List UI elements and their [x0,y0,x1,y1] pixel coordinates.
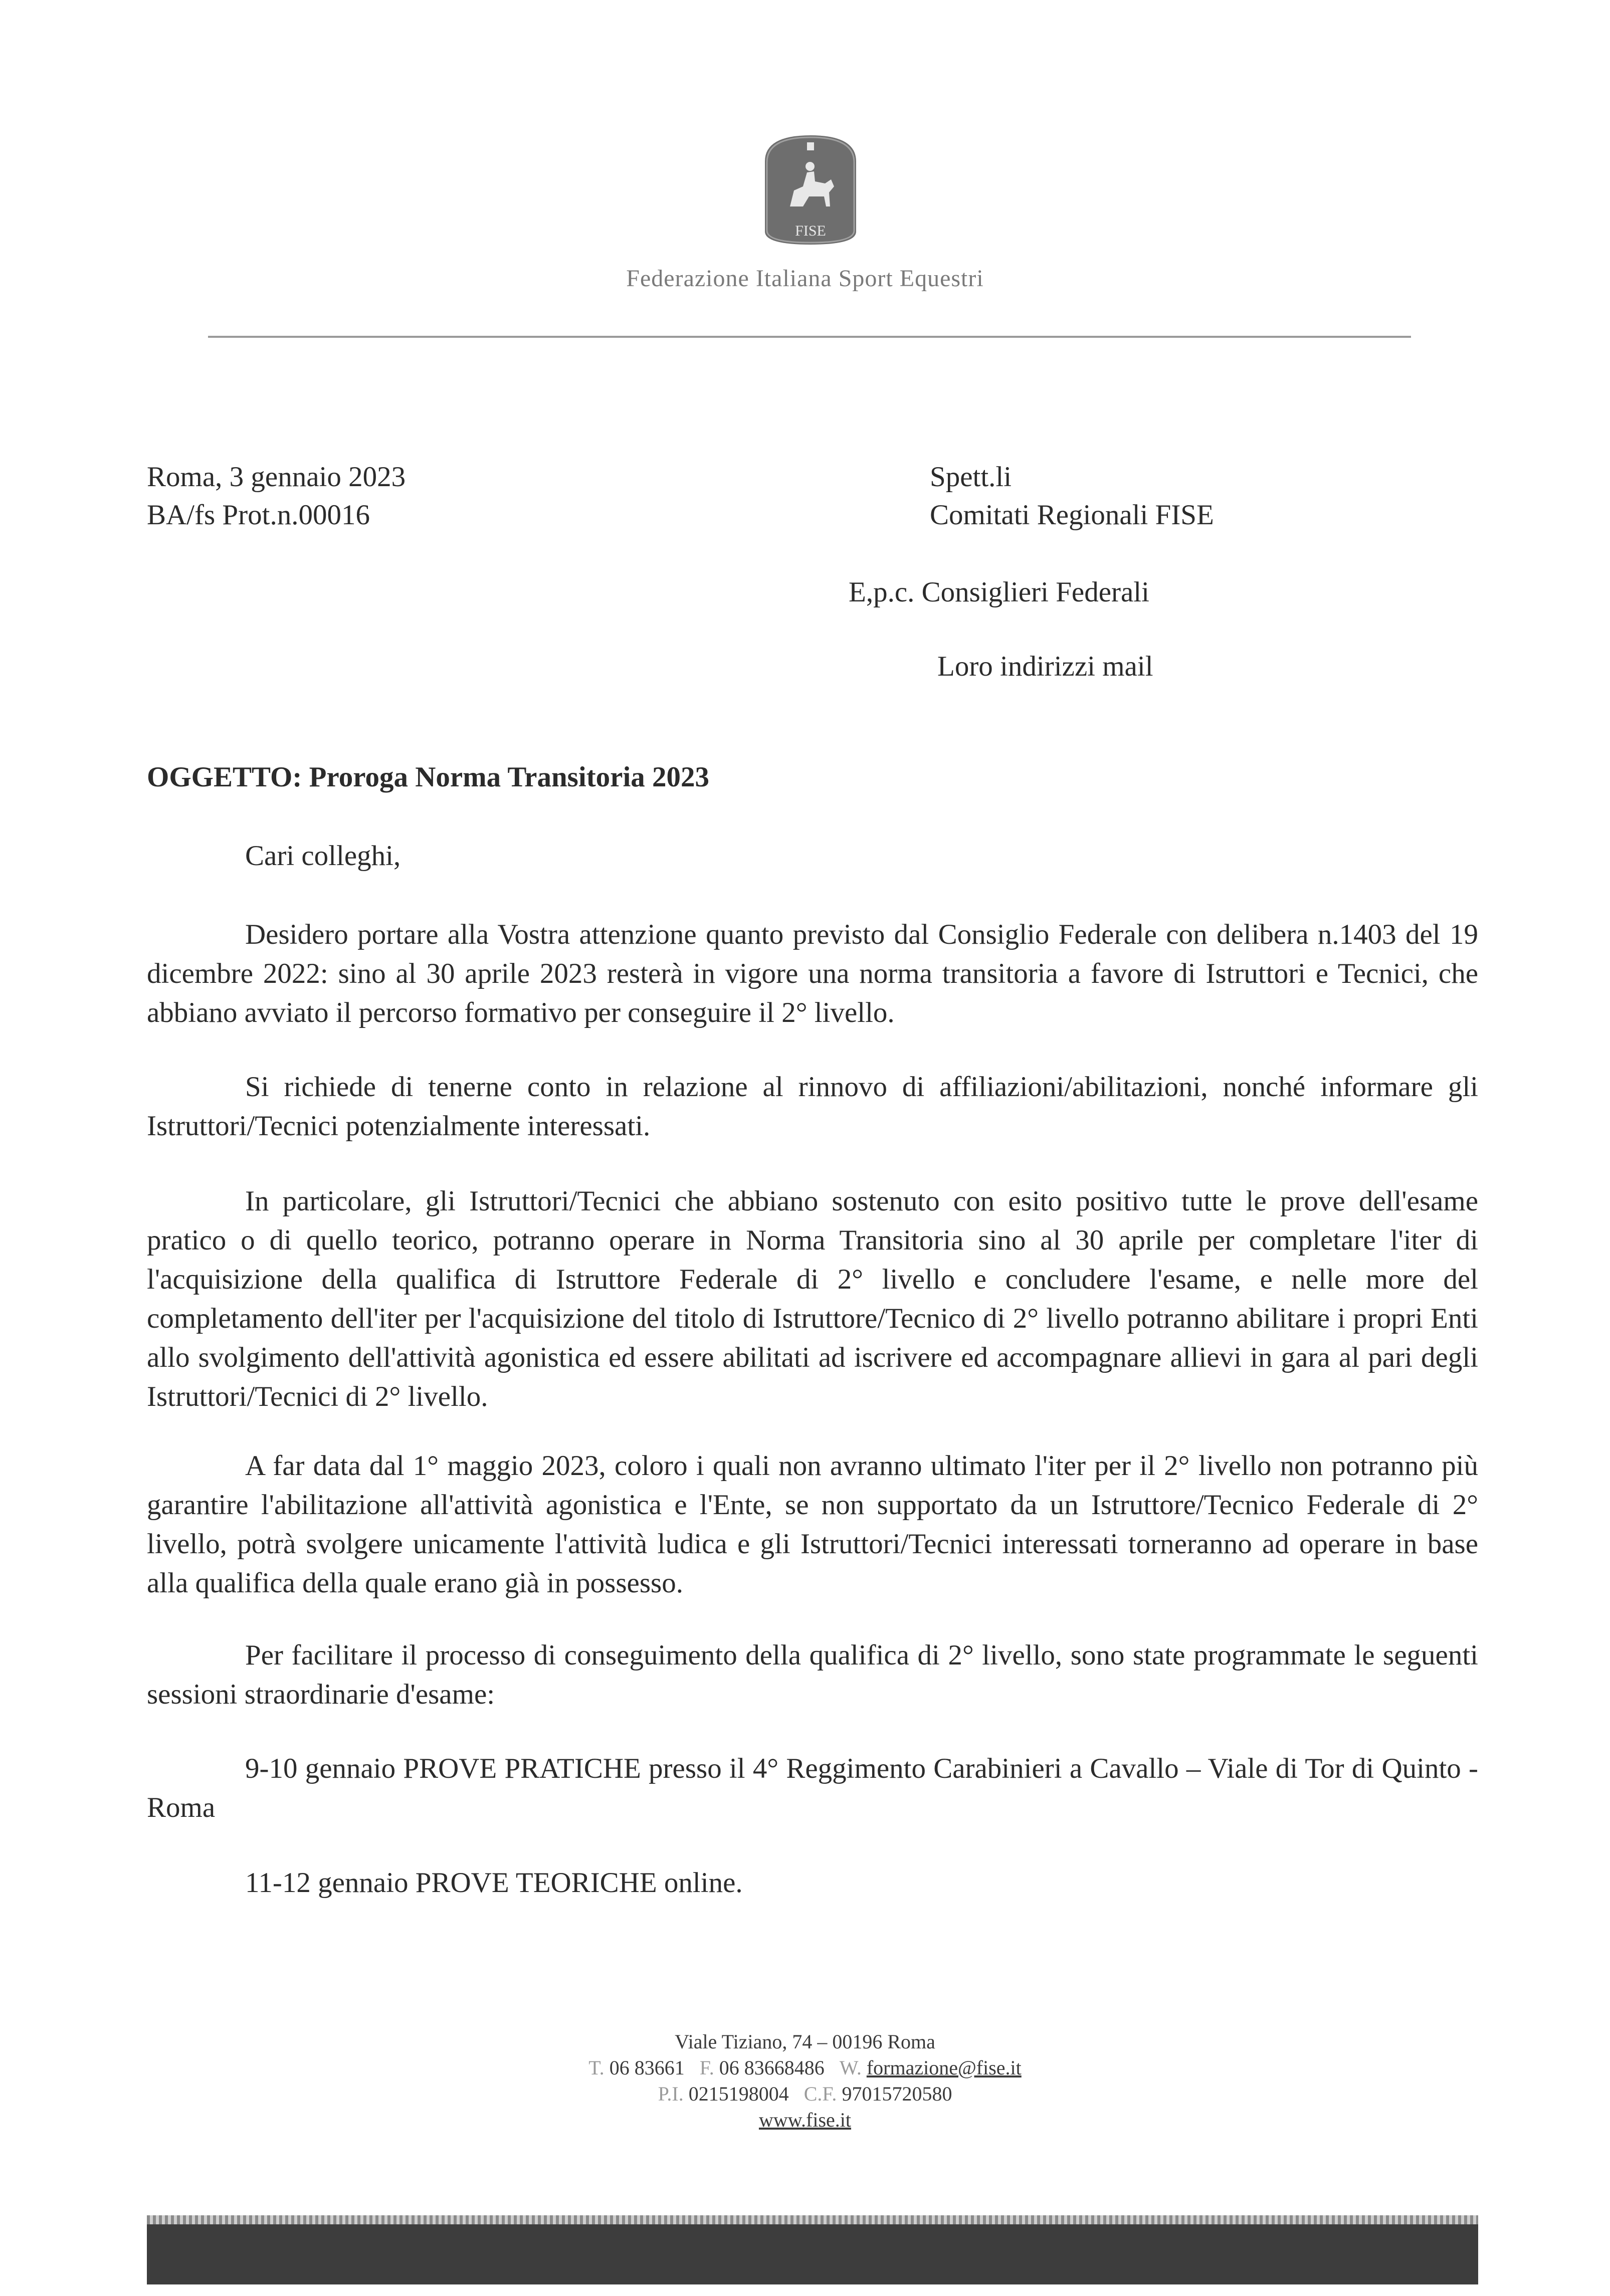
greeting: Cari colleghi, [245,840,401,872]
recipient-address-note: Loro indirizzi mail [937,651,1153,682]
body-paragraph-5: Per facilitare il processo di conseguimento della qualifica di 2° livello, sono state programmate le seguenti sessioni straordinarie d'esame: [147,1639,1478,1710]
phone-label: T. [588,2056,605,2079]
body-paragraph-2: Si richiede di tenerne conto in relazione al rinnovo di affiliazioni/abilitazioni, nonché informare gli Istruttori/Tecnici potenzialmente interessati. [147,1071,1478,1142]
vat-label: P.I. [658,2082,684,2105]
vat-number: 0215198004 [688,2082,789,2105]
recipient-salutation: Spett.li [930,461,1012,493]
body-paragraph-1: Desidero portare alla Vostra attenzione quanto previsto dal Consiglio Federale con delibera n.1403 del 19 dicembre 2022: sino al 30 aprile 2023 resterà in vigore una norma transitoria a favore di Istruttori e Tecnici, che abbiano avviato il percorso formativo per conseguire il 2° livello. [147,919,1478,1028]
header-divider [208,336,1411,338]
body-paragraph-3: In particolare, gli Istruttori/Tecnici che abbiano sostenuto con esito positivo tutte le prove dell'esame pratico o di quello teorico, potranno operare in Norma Transitoria sino al 30 aprile per completare l'iter di l'acquisizione della qualifica di Istruttore Federale di 2° livello e concludere l'esame, e nelle more del completamento dell'iter per l'acquisizione del titolo di Istruttore/Tecnico di 2° livello potranno abilitare i propri Enti allo svolgimento dell'attività agonistica ed essere abilitati ad iscrivere ed accompagnare allievi in gara al pari degli Istruttori/Tecnici di 2° livello. [147,1185,1478,1412]
organization-name: Federazione Italiana Sport Equestri [626,265,984,292]
tax-code: 97015720580 [842,2082,952,2105]
footer-contacts [0,2029,1610,2133]
logo-text: FISE [795,223,826,239]
subject-text: Proroga Norma Transitoria 2023 [309,761,710,793]
subject-label: OGGETTO: [147,761,302,793]
web-label: W. [839,2056,862,2079]
fax-label: F. [699,2056,714,2079]
footer-tax-line [0,2081,1610,2107]
protocol-number: BA/fs Prot.n.00016 [147,499,370,531]
tax-label: C.F. [803,2082,837,2105]
footer-phone-line [0,2055,1610,2081]
subject-line [147,761,709,793]
recipient-main: Comitati Regionali FISE [930,499,1214,531]
phone-number: 06 83661 [609,2056,685,2079]
body-paragraph-6: 9-10 gennaio PROVE PRATICHE presso il 4° Reggimento Carabinieri a Cavallo – Viale di Tor di Quinto - Roma [147,1753,1478,1823]
footer-stripe [147,2215,1478,2224]
horse-rider-emblem-icon [755,131,866,249]
footer-bar [147,2224,1478,2284]
place-date: Roma, 3 gennaio 2023 [147,461,406,493]
website-link[interactable]: www.fise.it [758,2109,852,2131]
email-link[interactable]: formazione@fise.it [866,2056,1022,2079]
recipient-cc: E,p.c. Consiglieri Federali [849,576,1149,608]
fax-number: 06 83668486 [719,2056,825,2079]
footer-address: Viale Tiziano, 74 – 00196 Roma [675,2030,935,2053]
body-paragraph-7: 11-12 gennaio PROVE TEORICHE online. [245,1867,743,1899]
body-paragraph-4: A far data dal 1° maggio 2023, coloro i quali non avranno ultimato l'iter per il 2° livello non potranno più garantire l'abilitazione all'attività agonistica e l'Ente, se non supportato da un Istruttore/Tecnico Federale di 2° livello, potrà svolgere unicamente l'attività ludica e gli Istruttori/Tecnici interessati torneranno ad operare in base alla qualifica della quale erano già in possesso. [147,1450,1478,1599]
